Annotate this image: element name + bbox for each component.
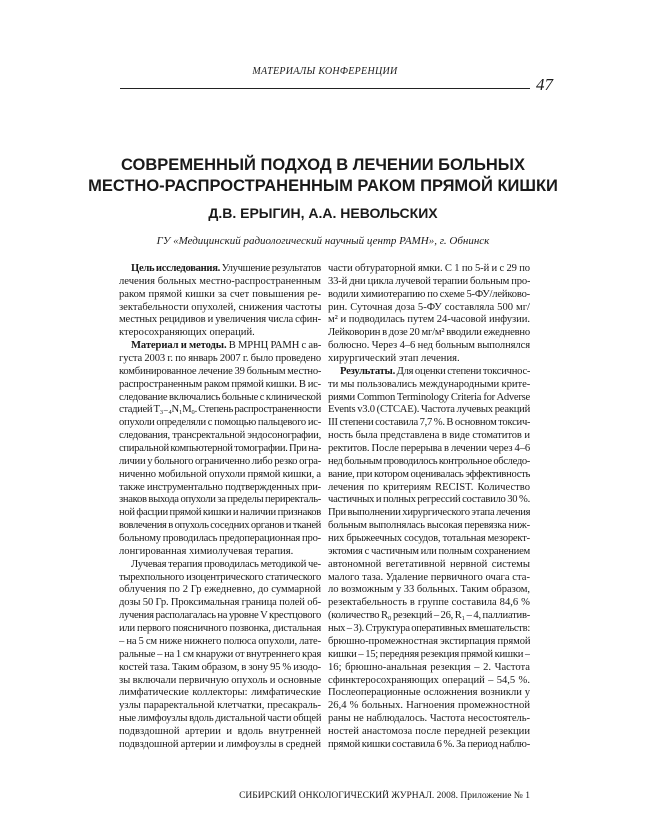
line-text: больным выполнялась высокая перевязка ниж- [328,520,530,532]
line-text: местных рецидивов и увеличения числа сфин- [119,314,321,326]
text-line [328,456,530,469]
line-text: или первого поясничного позвонка, дистальная [119,623,321,635]
line-text: м² и подводилась путем 24-часовой инфузии. [328,314,530,326]
text-line [119,366,321,379]
text-line [119,327,321,340]
line-text: 16; брюшно-анальная резекция – 2. Частота [328,661,530,673]
text-line [328,572,530,585]
line-text: густа 2003 г. по январь 2007 г. было проведено [119,353,321,365]
line-text: раком прямой кишки за счет повышения ре- [119,288,321,300]
text-line [328,443,530,456]
text-line [119,289,321,302]
text-line [119,482,321,495]
line-text: подвздошной артерии и вдоль внутренней [119,725,321,737]
line-text: раны не наблюдалось. Частота несостоятель- [328,713,530,725]
line-text: ных – 3). Структура оперативных вмешательств: [328,623,530,635]
line-text: (количество R₀ резекций – 26, R₁ – 4, паллиатив- [328,610,530,622]
text-line [119,314,321,327]
line-text: риями Common Terminology Criteria for Adverse [328,391,530,403]
text-line [328,675,530,688]
line-text: ло возможным у 33 больных. Таким образом, [328,584,530,596]
text-line [328,314,530,327]
line-text: ти мы пользовались международными крите- [328,378,530,390]
text-line [119,649,321,662]
line-text: личии у больного ограниченно либо резко огра- [119,455,321,467]
text-line [119,443,321,456]
text-line [328,482,530,495]
text-line [119,430,321,443]
text-line [119,456,321,469]
title-line: СОВРЕМЕННЫЙ ПОДХОД В ЛЕЧЕНИИ БОЛЬНЫХ [121,156,525,174]
line-text: 26,4 % больных. Нагноения промежностной [328,700,530,712]
line-text: опухоли определяли с помощью пальцевого ис- [119,417,321,429]
text-line [119,494,321,507]
text-line [328,713,530,726]
line-text: Улучшение результатов [220,263,321,274]
text-line [119,700,321,713]
line-text: автономной вегетативной нервной системы [328,558,530,570]
text-line [119,469,321,482]
title-line: МЕСТНО-РАСПРОСТРАНЕННЫМ РАКОМ ПРЯМОЙ КИШКИ [88,177,558,195]
text-line [328,739,530,752]
line-text: комбинированное лечение 39 больным местно- [119,365,321,377]
article-authors: Д.В. ЕРЫГИН, А.А. НЕВОЛЬСКИХ [208,205,438,221]
text-line [119,520,321,533]
line-text: III степени составила 7,7 %. В основном токсич- [328,417,530,429]
text-line [328,533,530,546]
line-text: подвздошной артерии и лимфоузлы в средней [119,738,321,750]
page-number: 47 [536,75,553,94]
text-line [328,597,530,610]
text-line [328,726,530,739]
line-text: вовлечения в опухоль соседних органов и тканей [119,520,321,532]
line-text: ректитов. После перерыва в лечении через 4–6 [328,443,530,455]
line-text: зы включали первичную опухоль и основные [119,674,321,686]
right-column [328,263,530,752]
line-text: При выполнении хирургического этапа лечения [328,507,530,519]
text-line [119,276,321,289]
running-header: МАТЕРИАЛЫ КОНФЕРЕНЦИИ [252,66,398,77]
line-text: лимфатические коллекторы: лимфатические [119,687,321,699]
line-text: лечения по критериям RECIST. Количество [328,481,530,493]
section-lead: Цель исследования. [131,263,221,274]
line-text: ностей анастомоза после передней резекции [328,725,530,737]
line-text: лучения располагалась на уровне V крестцового [119,610,321,622]
text-line [328,520,530,533]
journal-footer: СИБИРСКИЙ ОНКОЛОГИЧЕСКИЙ ЖУРНАЛ. 2008. Приложение № 1 [239,791,530,801]
text-line [119,302,321,315]
text-line [119,353,321,366]
line-text: малого таза. Удаление первичного очага ста- [328,571,530,583]
line-text: спиральной компьютерной томографии. При на- [119,443,321,455]
text-line [328,469,530,482]
text-line [328,404,530,417]
text-line [328,302,530,315]
text-line [119,417,321,430]
line-text: хирургический этап лечения. [328,353,460,365]
line-text: кишки – 15; передняя резекция прямой кишки – [328,648,530,660]
text-line [328,559,530,572]
header-rule [120,88,530,89]
line-text: частичных и полных регрессий составило 30 %. [328,494,530,506]
text-line [119,675,321,688]
line-text: них брыжеечных сосудов, тотальная мезорект- [328,533,530,545]
text-line [119,713,321,726]
line-text: лонгированная химиолучевая терапия. [119,545,294,557]
text-line [119,610,321,623]
text-line [119,572,321,585]
text-line [119,507,321,520]
line-text: стадией T₃₋₄N₁M₀. Степень распространенности [119,404,321,416]
text-line [328,289,530,302]
line-text: Для оценки степени токсичнос- [394,365,530,377]
text-line [119,340,321,353]
text-line [328,263,530,276]
text-line [328,584,530,597]
line-text: вание, при котором оценивалась эффективность [328,468,530,480]
text-line [119,263,321,276]
line-text: Events v3.0 (CTCAE). Частота лучевых реакций [328,404,530,416]
text-line [328,392,530,405]
line-text: ральные – на 1 см кнаружи от внутреннего края [119,648,321,660]
text-line [328,494,530,507]
line-text: 33-й дни цикла лучевой терапии больным про- [328,275,530,287]
line-text: ные лимфоузлы вдоль дистальной части общей [119,713,321,725]
line-text: следование включались больные с клинической [119,391,321,403]
line-text: распространенным раком прямой кишки. В ис- [119,378,321,390]
text-line [119,726,321,739]
text-line [328,379,530,392]
line-text: узлы параректальной клетчатки, пресакраль- [119,700,321,712]
text-line [119,379,321,392]
line-text: ниченно мобильной опухоли прямой кишки, а [119,468,321,480]
text-line [119,662,321,675]
text-line [328,353,530,366]
text-line [328,623,530,636]
line-text: брюшно-промежностная экстирпация прямой [328,635,530,647]
text-line [119,533,321,546]
line-text: нед больным проводилось контрольное обследо- [328,455,530,467]
article-title [20,155,626,197]
line-text: болюсно. Через 4–6 нед больным выполнялся [328,340,530,352]
line-text: ность была представлена в виде стоматитов и [328,430,530,442]
line-text: тырехпольного изоцентрического статического [119,571,321,583]
text-line [119,392,321,405]
line-text: рин. Суточная доза 5-ФУ составляла 500 мг/ [328,301,530,313]
line-text: облучения по 2 Гр ежедневно, до суммарной [119,584,321,596]
text-line [119,687,321,700]
text-line [328,327,530,340]
line-text: ной фасции прямой кишки и наличии признаков [119,507,321,519]
line-text: сфинктеросохраняющих операций – 54,5 %. [328,674,530,686]
text-line [328,430,530,443]
text-line [328,546,530,559]
line-text: водили химиотерапию по схеме 5-ФУ/лейково- [328,288,530,300]
text-line [328,662,530,675]
text-line [119,546,321,559]
line-text: костей таза. Таким образом, в зону 95 % изодо- [119,661,321,673]
affiliation: ГУ «Медицинский радиологический научный центр РАМН», г. Обнинск [156,235,490,247]
line-text: лечения больных местно-распространенным [119,275,321,287]
text-line [328,636,530,649]
text-line [328,276,530,289]
section-lead: Материал и методы. [131,340,227,352]
line-text: Послеоперационные осложнения возникли у [328,687,530,699]
line-text: В МРНЦ РАМН с ав- [226,340,321,352]
text-line [119,559,321,572]
text-line [119,404,321,417]
line-text: резектабельность в группе составила 84,6 % [328,597,530,609]
text-line [119,739,321,752]
line-text: Лучевая терапия проводилась методикой че- [131,558,321,570]
text-line [119,636,321,649]
line-text: прямой кишки составила 6 %. За период наблю- [328,738,530,750]
line-text: знаков выхода опухоли за пределы периректаль- [119,494,321,506]
text-line [328,366,530,379]
text-line [328,507,530,520]
text-line [119,584,321,597]
text-line [119,597,321,610]
text-line [328,649,530,662]
text-line [119,623,321,636]
line-text: – на 5 см ниже нижнего полюса опухоли, лате- [119,635,321,647]
line-text: зектабельности опухолей, снижения частоты [119,301,321,313]
text-line [328,340,530,353]
section-lead: Результаты. [340,365,395,377]
line-text: больному проводилась предоперационная про- [119,533,321,545]
line-text: ктеросохраняющих операций. [119,327,255,339]
text-line [328,687,530,700]
line-text: следования, трансректальной эндосонографии, [119,430,321,442]
text-line [328,417,530,430]
left-column [119,263,321,752]
line-text: части обтураторной ямки. С 1 по 5-й и с 29 по [328,263,530,274]
line-text: эктомия с частичным или полным сохранением [328,545,530,557]
line-text: также инструментально подтвержденных при- [119,481,321,493]
text-line [328,700,530,713]
line-text: Лейковорин в дозе 20 мг/м² вводили ежедневно [328,327,530,339]
line-text: дозы 50 Гр. Проксимальная граница полей об- [119,597,321,609]
text-line [328,610,530,623]
